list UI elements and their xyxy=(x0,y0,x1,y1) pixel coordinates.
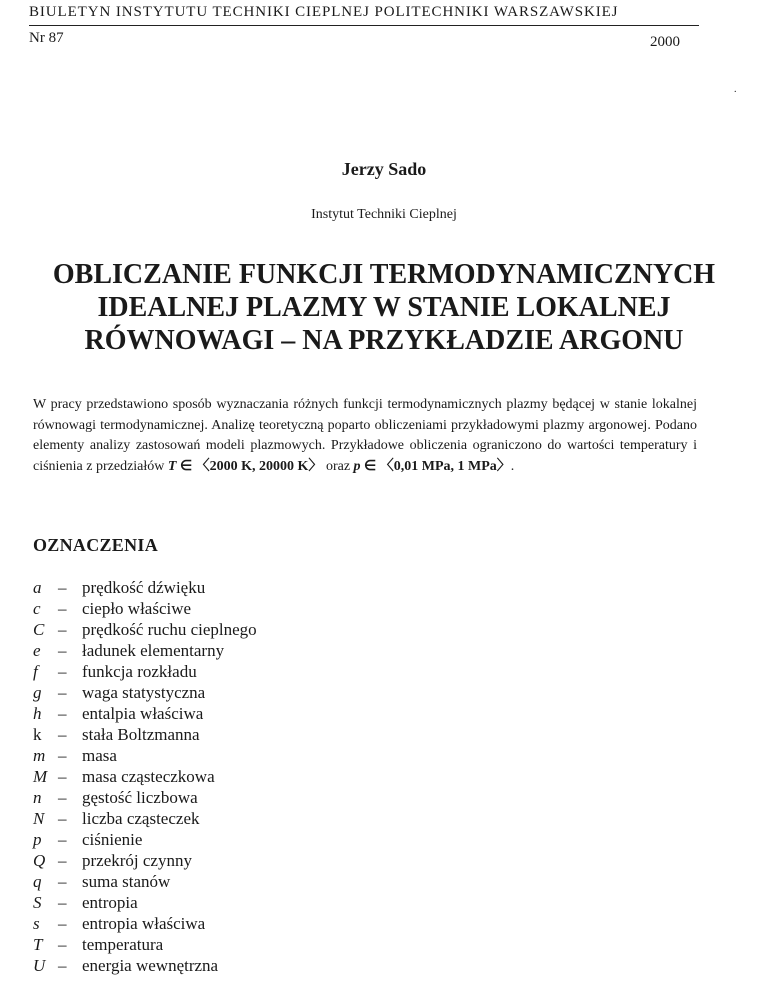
issue-year: 2000 xyxy=(650,34,680,50)
symbol-row xyxy=(33,850,257,871)
symbol-row xyxy=(33,640,257,661)
symbol: Q xyxy=(33,850,46,870)
symbol: U xyxy=(33,955,46,975)
symbol-row xyxy=(33,619,257,640)
issue-number: Nr 87 xyxy=(29,30,64,46)
title-line: OBLICZANIE FUNKCJI TERMODYNAMICZNYCH xyxy=(52,259,716,290)
symbol-description: waga statystyczna xyxy=(82,682,206,702)
symbol: f xyxy=(33,661,38,681)
symbol-row xyxy=(33,703,257,724)
symbol-row xyxy=(33,787,257,808)
symbol: n xyxy=(33,787,42,807)
symbol-row xyxy=(33,577,257,598)
journal-title: BIULETYN INSTYTUTU TECHNIKI CIEPLNEJ POLITECHNIKI WARSZAWSKIEJ xyxy=(29,4,619,20)
symbol-row xyxy=(33,934,257,955)
dash: – xyxy=(58,598,67,618)
symbol-row xyxy=(33,766,257,787)
dash: – xyxy=(58,619,67,639)
symbol-row xyxy=(33,913,257,934)
symbol: q xyxy=(33,871,42,891)
symbol: N xyxy=(33,808,45,828)
symbol-description: masa cząsteczkowa xyxy=(82,766,215,786)
title-line: RÓWNOWAGI – NA PRZYKŁADZIE ARGONU xyxy=(84,325,684,356)
symbol: T xyxy=(33,934,43,954)
dash: – xyxy=(58,661,67,681)
symbol-row xyxy=(33,598,257,619)
symbol-row xyxy=(33,745,257,766)
pressure-symbol: p xyxy=(353,458,361,474)
symbol-description: entalpia właściwa xyxy=(82,703,204,723)
symbol-row xyxy=(33,808,257,829)
dash: – xyxy=(58,808,67,828)
symbol-row xyxy=(33,955,257,976)
temperature-symbol: T xyxy=(167,458,177,474)
symbol-description: stała Boltzmanna xyxy=(82,724,200,744)
dash: – xyxy=(58,745,67,765)
symbol-description: entropia właściwa xyxy=(82,913,206,933)
dash: – xyxy=(58,829,67,849)
dash: – xyxy=(58,934,67,954)
symbol: S xyxy=(33,892,42,912)
symbol-description: suma stanów xyxy=(82,871,171,891)
symbol-description: przekrój czynny xyxy=(82,850,192,870)
symbol-description: gęstość liczbowa xyxy=(82,787,198,807)
symbol-row xyxy=(33,871,257,892)
symbol-description: masa xyxy=(82,745,117,765)
dash: – xyxy=(58,955,67,975)
abstract xyxy=(33,395,697,477)
pressure-range: ∈ 〈0,01 MPa, 1 MPa〉 xyxy=(360,458,511,474)
symbol: g xyxy=(33,682,42,702)
symbol-description: prędkość dźwięku xyxy=(82,577,206,597)
symbol: p xyxy=(33,829,42,849)
symbol-row xyxy=(33,829,257,850)
symbol-description: entropia xyxy=(82,892,138,912)
symbol-description: liczba cząsteczek xyxy=(82,808,200,828)
dash: – xyxy=(58,850,67,870)
symbol-row xyxy=(33,661,257,682)
symbol: m xyxy=(33,745,46,765)
symbol: c xyxy=(33,598,41,618)
symbol-row xyxy=(33,892,257,913)
dash: – xyxy=(58,787,67,807)
dash: – xyxy=(58,871,67,891)
symbol: e xyxy=(33,640,41,660)
symbol-description: ładunek elementarny xyxy=(82,640,225,660)
symbol-description: ciśnienie xyxy=(82,829,143,849)
dash: – xyxy=(58,892,67,912)
dash: – xyxy=(58,640,67,660)
dash: – xyxy=(58,577,67,597)
dash: – xyxy=(58,682,67,702)
symbol: k xyxy=(33,724,42,744)
author-name: Jerzy Sado xyxy=(341,159,427,179)
dash: – xyxy=(58,703,67,723)
symbol-description: temperatura xyxy=(82,934,164,954)
dash: – xyxy=(58,724,67,744)
section-heading: OZNACZENIA xyxy=(33,535,159,555)
abstract-end: . xyxy=(510,458,515,474)
symbol: a xyxy=(33,577,42,597)
dash: – xyxy=(58,913,67,933)
symbol: s xyxy=(33,913,40,933)
symbol: h xyxy=(33,703,42,723)
symbol-description: prędkość ruchu cieplnego xyxy=(82,619,257,639)
abstract-connector: oraz xyxy=(322,458,354,474)
paper-title xyxy=(20,258,748,357)
dash: – xyxy=(58,766,67,786)
author-affiliation: Instytut Techniki Cieplnej xyxy=(311,207,457,222)
symbol-row xyxy=(33,682,257,703)
symbol-description: energia wewnętrzna xyxy=(82,955,219,975)
temperature-range: ∈ 〈2000 K, 20000 K〉 xyxy=(176,458,323,474)
symbol-list xyxy=(33,577,257,976)
header-rule xyxy=(29,25,699,26)
stray-mark: . xyxy=(734,84,737,95)
title-line: IDEALNEJ PLAZMY W STANIE LOKALNEJ xyxy=(97,292,671,323)
symbol: M xyxy=(33,766,48,786)
symbol-description: funkcja rozkładu xyxy=(82,661,197,681)
symbol-row xyxy=(33,724,257,745)
symbol: C xyxy=(33,619,45,639)
symbol-description: ciepło właściwe xyxy=(82,598,192,618)
abstract-text: W pracy przedstawiono sposób wyznaczania różnych funkcji termodynamicznych plazmy będącej w stanie lokalnej równowagi termodynamicznej. Analizę teoretyczną poparto obliczeniami przykładowymi plazmy argonowej. Podano elementy analizy zastosowań modeli plazmowych. Przykładowe obliczenia ograniczono do wartości temperatury i ciśnienia z przedziałów xyxy=(33,397,697,474)
